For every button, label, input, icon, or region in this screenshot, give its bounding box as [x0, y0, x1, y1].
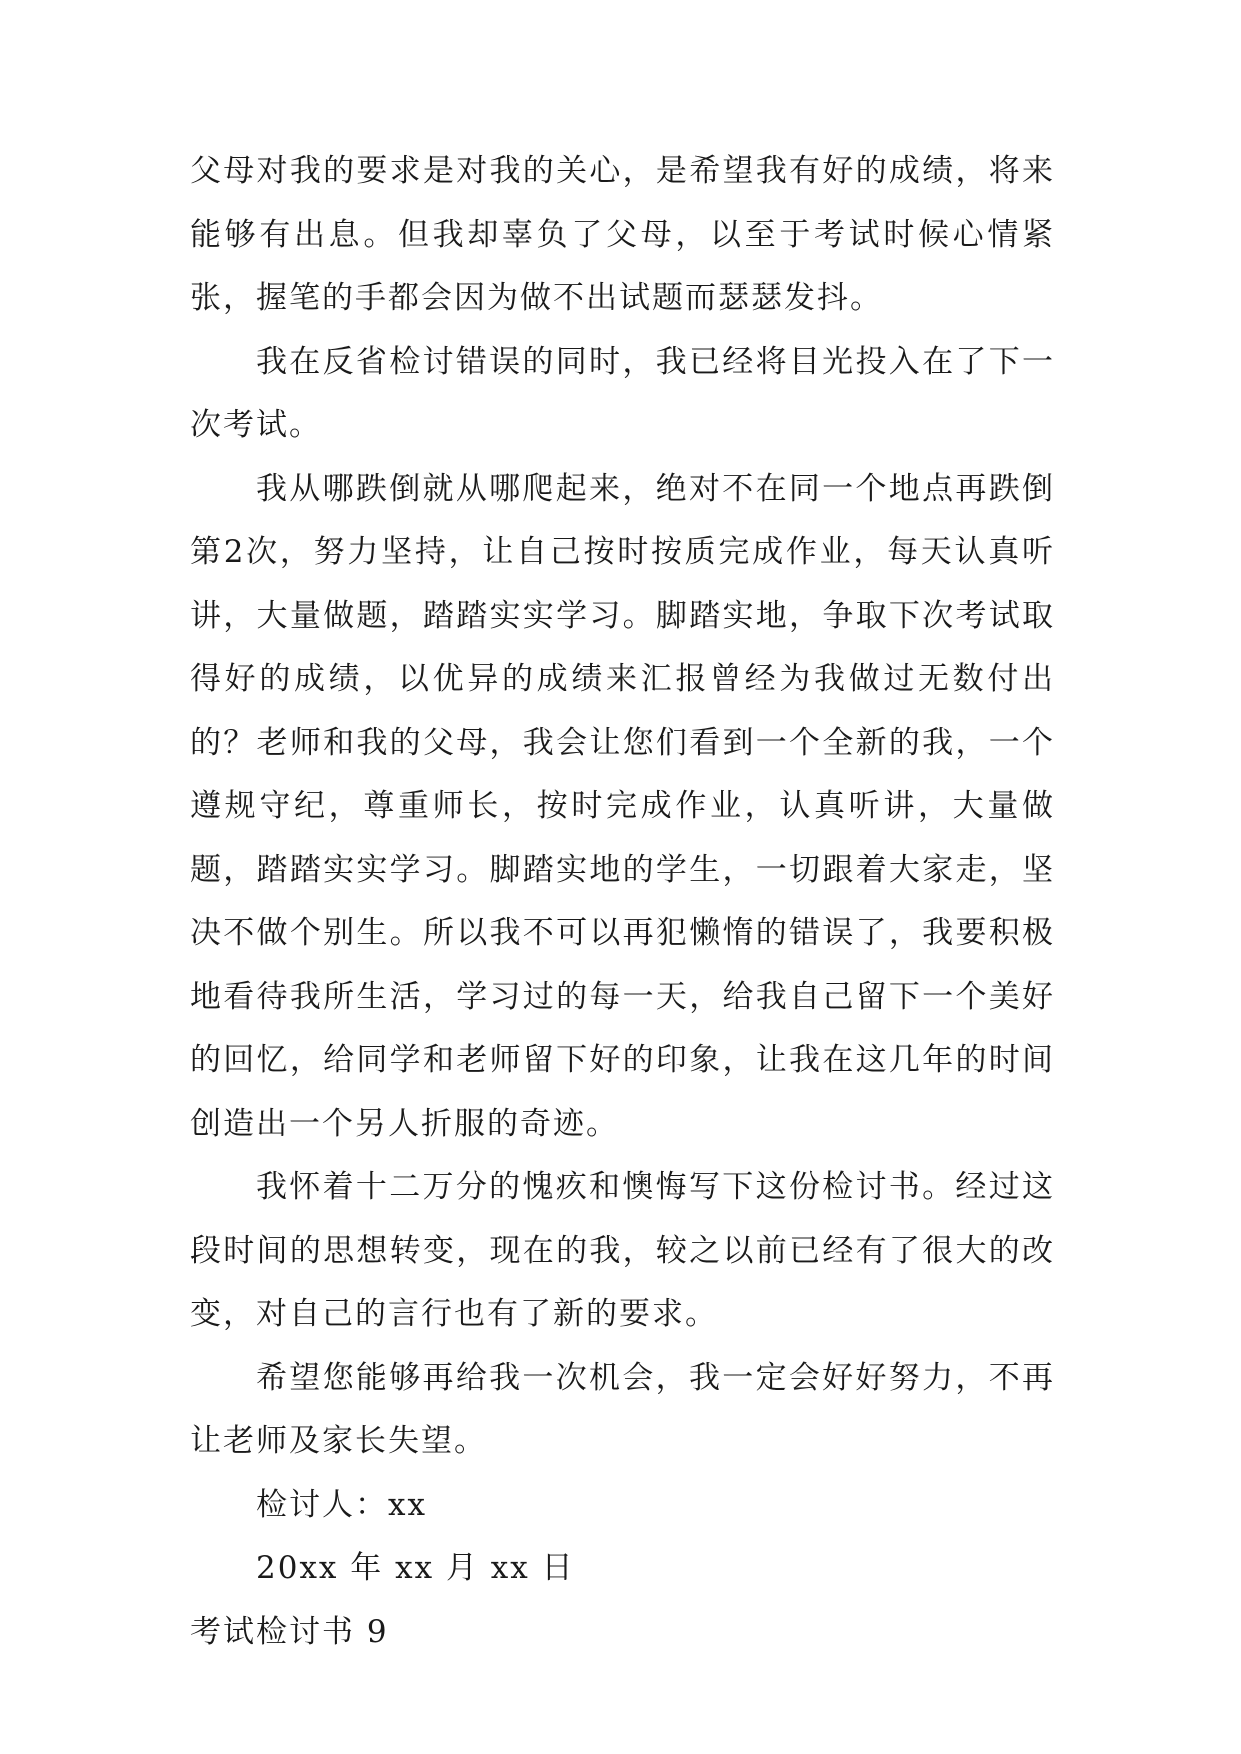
document-page — [190, 140, 1055, 1664]
next-section-heading: 考试检讨书 9 — [190, 1613, 389, 1650]
paragraph-2: 我在反省检讨错误的同时，我已经将目光投入在了下一次考试。 — [190, 343, 1055, 443]
paragraph-5: 希望您能够再给我一次机会，我一定会好好努力，不再让老师及家长失望。 — [190, 1359, 1055, 1459]
signature-date: 20xx 年 xx 月 xx 日 — [256, 1550, 575, 1586]
paragraph-1: 父母对我的要求是对我的关心，是希望我有好的成绩，将来能够有出息。但我却辜负了父母，以至于考试时候心情紧张，握笔的手都会因为做不出试题而瑟瑟发抖。 — [190, 153, 1055, 316]
paragraph-3: 我从哪跌倒就从哪爬起来，绝对不在同一个地点再跌倒第2次，努力坚持，让自己按时按质完成作业，每天认真听讲，大量做题，踏踏实实学习。脚踏实地，争取下次考试取得好的成绩，以优异的成绩来汇报曾经为我做过无数付出的？老师和我的父母，我会让您们看到一个全新的我，一个遵规守纪，尊重师长，按时完成作业，认真听讲，大量做题，踏踏实实学习。脚踏实地的学生，一切跟着大家走，坚决不做个别生。所以我不可以再犯懒惰的错误了，我要积极地看待我所生活，学习过的每一天，给我自己留下一个美好的回忆，给同学和老师留下好的印象，让我在这几年的时间创造出一个另人折服的奇迹。 — [190, 470, 1055, 1142]
signature-author: 检讨人：xx — [256, 1486, 427, 1523]
paragraph-4: 我怀着十二万分的愧疚和懊悔写下这份检讨书。经过这段时间的思想转变，现在的我，较之以前已经有了很大的改变，对自己的言行也有了新的要求。 — [190, 1169, 1055, 1332]
